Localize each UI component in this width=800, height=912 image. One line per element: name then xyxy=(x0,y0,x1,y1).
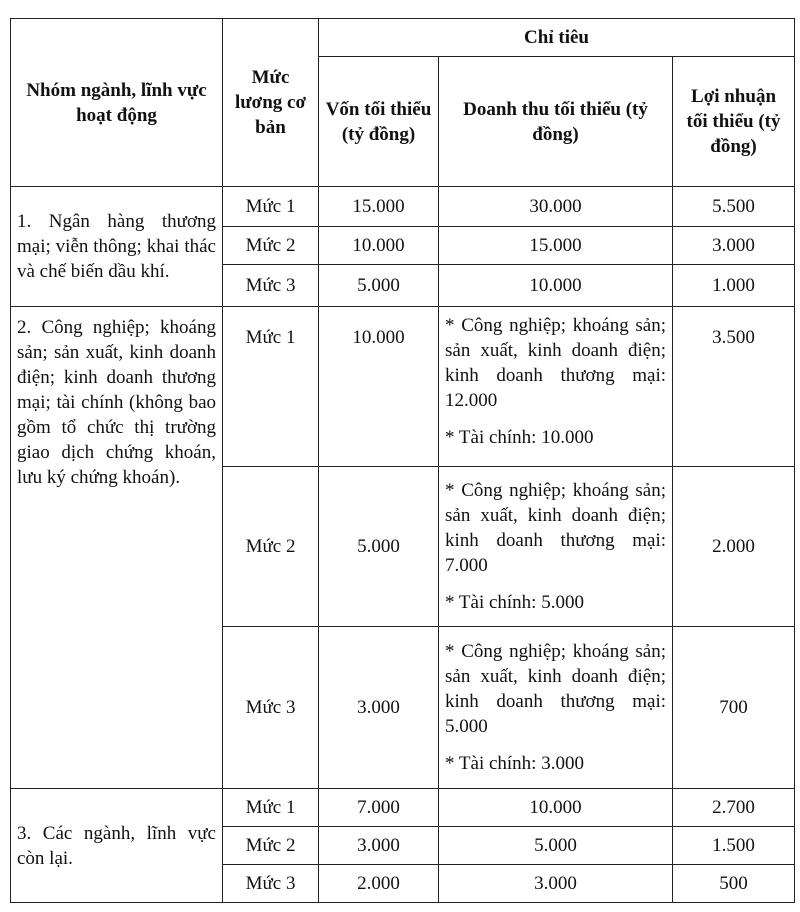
revenue-industry-note: * Công nghiệp; khoáng sản; sản xuất, kinh doanh điện; kinh doanh thương mại: 12.000 xyxy=(445,315,666,411)
revenue-finance-note: * Tài chính: 5.000 xyxy=(445,592,584,613)
profit-cell: 5.500 xyxy=(673,187,795,227)
revenue-finance-note: * Tài chính: 3.000 xyxy=(445,753,584,774)
revenue-industry-note: * Công nghiệp; khoáng sản; sản xuất, kinh doanh điện; kinh doanh thương mại: 5.000 xyxy=(445,641,666,737)
level-cell: Mức 1 xyxy=(223,307,319,467)
revenue-cell: 10.000 xyxy=(439,265,673,307)
capital-cell: 3.000 xyxy=(319,827,439,865)
capital-cell: 5.000 xyxy=(319,467,439,627)
capital-cell: 10.000 xyxy=(319,307,439,467)
profit-cell: 2.000 xyxy=(673,467,795,627)
header-profit: Lợi nhuận tối thiểu (tỷ đồng) xyxy=(673,57,795,187)
capital-cell: 15.000 xyxy=(319,187,439,227)
profit-cell: 1.500 xyxy=(673,827,795,865)
header-group: Nhóm ngành, lĩnh vực hoạt động xyxy=(11,19,223,187)
header-level: Mức lương cơ bản xyxy=(223,19,319,187)
group-name: 3. Các ngành, lĩnh vực còn lại. xyxy=(11,789,223,903)
level-cell: Mức 1 xyxy=(223,789,319,827)
level-cell: Mức 2 xyxy=(223,227,319,265)
revenue-cell: 15.000 xyxy=(439,227,673,265)
level-cell: Mức 2 xyxy=(223,827,319,865)
level-cell: Mức 3 xyxy=(223,865,319,903)
revenue-finance-note: * Tài chính: 10.000 xyxy=(445,427,594,448)
profit-cell: 2.700 xyxy=(673,789,795,827)
table-row xyxy=(11,789,795,827)
group-name: 1. Ngân hàng thương mại; viễn thông; khai thác và chế biến dầu khí. xyxy=(11,187,223,307)
profit-cell: 500 xyxy=(673,865,795,903)
table-row xyxy=(11,307,795,467)
capital-cell: 10.000 xyxy=(319,227,439,265)
revenue-cell xyxy=(439,307,673,467)
revenue-cell: 3.000 xyxy=(439,865,673,903)
header-criteria: Chỉ tiêu xyxy=(319,19,795,57)
capital-cell: 5.000 xyxy=(319,265,439,307)
level-cell: Mức 1 xyxy=(223,187,319,227)
level-cell: Mức 2 xyxy=(223,467,319,627)
profit-cell: 3.500 xyxy=(673,307,795,467)
group-name: 2. Công nghiệp; khoáng sản; sản xuất, kinh doanh điện; kinh doanh thương mại; tài chính (không bao gồm tổ chức thị trường giao dịch chứng khoán, lưu ký chứng khoán). xyxy=(11,307,223,789)
salary-criteria-table-sheet xyxy=(10,18,796,904)
level-cell: Mức 3 xyxy=(223,627,319,789)
profit-cell: 700 xyxy=(673,627,795,789)
revenue-cell: 10.000 xyxy=(439,789,673,827)
revenue-industry-note: * Công nghiệp; khoáng sản; sản xuất, kinh doanh điện; kinh doanh thương mại: 7.000 xyxy=(445,480,666,576)
salary-criteria-table xyxy=(10,18,795,903)
revenue-cell xyxy=(439,627,673,789)
capital-cell: 2.000 xyxy=(319,865,439,903)
profit-cell: 1.000 xyxy=(673,265,795,307)
table-row xyxy=(11,187,795,227)
level-cell: Mức 3 xyxy=(223,265,319,307)
revenue-cell xyxy=(439,467,673,627)
profit-cell: 3.000 xyxy=(673,227,795,265)
capital-cell: 7.000 xyxy=(319,789,439,827)
capital-cell: 3.000 xyxy=(319,627,439,789)
header-capital: Vốn tối thiểu (tỷ đồng) xyxy=(319,57,439,187)
revenue-cell: 5.000 xyxy=(439,827,673,865)
revenue-cell: 30.000 xyxy=(439,187,673,227)
header-revenue: Doanh thu tối thiểu (tỷ đồng) xyxy=(439,57,673,187)
